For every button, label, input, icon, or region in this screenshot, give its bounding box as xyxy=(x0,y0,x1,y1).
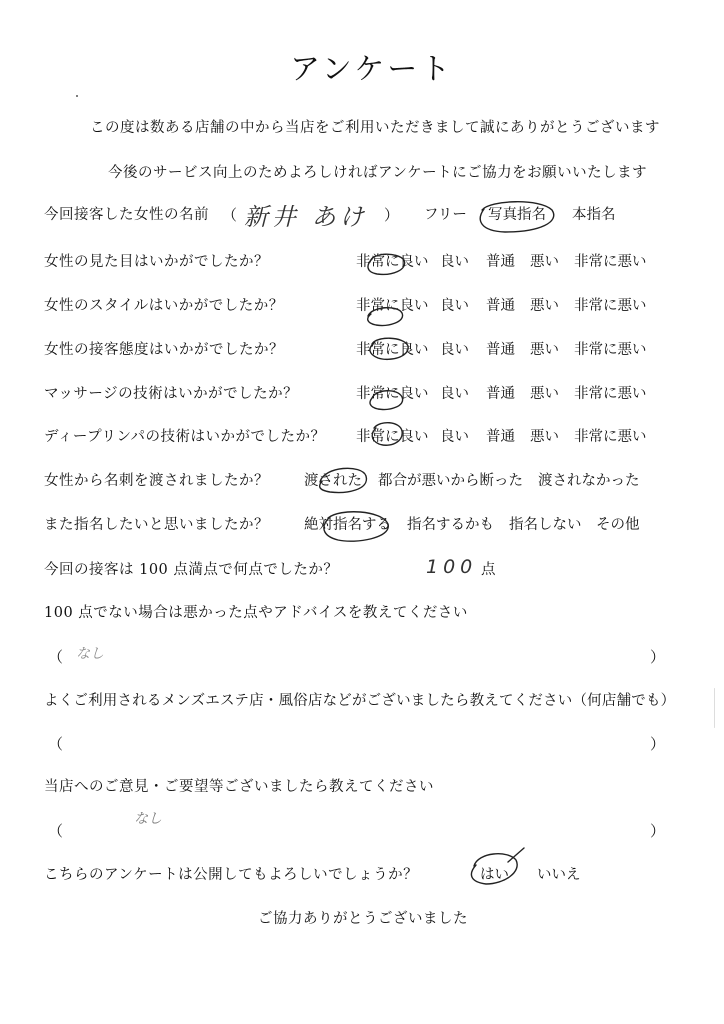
question-figure: 女性のスタイルはいかがでしたか？ xyxy=(44,298,284,314)
question-opinion: 当店へのご意見・ご要望等ございましたら教えてください xyxy=(44,779,434,795)
lymph-very-bad[interactable]: 非常に悪い xyxy=(574,429,647,445)
card-not-received[interactable]: 渡されなかった xyxy=(538,473,640,489)
massage-very-good[interactable]: 非常に良い xyxy=(356,386,429,402)
appearance-good[interactable]: 良い xyxy=(440,254,469,270)
intro-line-1: この度は数ある店舗の中から当店をご利用いただきまして誠にありがとうございます xyxy=(90,120,660,136)
scan-speck xyxy=(76,95,78,97)
card-declined[interactable]: 都合が悪いから断った xyxy=(378,473,523,489)
scan-edge xyxy=(714,688,715,728)
massage-good[interactable]: 良い xyxy=(440,386,469,402)
shops-open-paren: （ xyxy=(48,735,64,753)
lymph-bad[interactable]: 悪い xyxy=(530,429,559,445)
question-staff-name: 今回接客した女性の名前 xyxy=(44,207,209,223)
again-other[interactable]: その他 xyxy=(596,517,640,533)
lymph-average[interactable]: 普通 xyxy=(486,429,515,445)
attitude-bad[interactable]: 悪い xyxy=(530,342,559,358)
score-unit: 点 xyxy=(481,562,496,578)
question-other-shops: よくご利用されるメンズエステ店・風俗店などがございましたら教えてください（何店舗でも） xyxy=(44,693,676,709)
figure-good[interactable]: 良い xyxy=(440,298,469,314)
opinion-close-paren: ） xyxy=(650,822,666,840)
figure-very-good[interactable]: 非常に良い xyxy=(356,298,429,314)
handwritten-opinion: なし xyxy=(134,811,162,827)
massage-bad[interactable]: 悪い xyxy=(530,386,559,402)
figure-bad[interactable]: 悪い xyxy=(530,298,559,314)
again-no[interactable]: 指名しない xyxy=(509,517,582,533)
attitude-very-good[interactable]: 非常に良い xyxy=(356,342,429,358)
opinion-open-paren: （ xyxy=(48,822,64,840)
appearance-very-good[interactable]: 非常に良い xyxy=(356,254,429,270)
question-massage-skill: マッサージの技術はいかがでしたか？ xyxy=(44,386,299,402)
closing-message: ご協力ありがとうございました xyxy=(258,911,468,927)
lymph-good[interactable]: 良い xyxy=(440,429,469,445)
question-business-card: 女性から名刺を渡されましたか？ xyxy=(44,473,269,489)
question-advice: 100 点でない場合は悪かった点やアドバイスを教えてください xyxy=(44,605,468,621)
handwritten-advice: なし xyxy=(76,646,104,662)
appearance-bad[interactable]: 悪い xyxy=(530,254,559,270)
question-score: 今回の接客は 100 点満点で何点でしたか？ xyxy=(44,562,339,578)
option-regular-nomination[interactable]: 本指名 xyxy=(572,207,616,223)
option-photo-nomination[interactable]: 写真指名 xyxy=(488,207,546,223)
again-definitely[interactable]: 絶対指名する xyxy=(304,517,391,533)
name-open-paren: （ xyxy=(222,206,238,224)
figure-very-bad[interactable]: 非常に悪い xyxy=(574,298,647,314)
again-maybe[interactable]: 指名するかも xyxy=(407,517,494,533)
shops-close-paren: ） xyxy=(650,735,666,753)
page-title: アンケート xyxy=(290,52,454,87)
question-lymph-skill: ディープリンパの技術はいかがでしたか？ xyxy=(44,429,326,445)
publish-no[interactable]: いいえ xyxy=(537,867,581,883)
massage-average[interactable]: 普通 xyxy=(486,386,515,402)
attitude-good[interactable]: 良い xyxy=(440,342,469,358)
name-close-paren: ） xyxy=(384,206,400,224)
massage-very-bad[interactable]: 非常に悪い xyxy=(574,386,647,402)
publish-yes[interactable]: はい xyxy=(480,867,509,883)
handwritten-score: 100 xyxy=(426,556,478,578)
advice-close-paren: ） xyxy=(650,648,666,666)
figure-average[interactable]: 普通 xyxy=(486,298,515,314)
handwritten-staff-name: 新井 あけ xyxy=(244,203,368,231)
question-publish: こちらのアンケートは公開してもよろしいでしょうか？ xyxy=(44,867,419,883)
lymph-very-good[interactable]: 非常に良い xyxy=(356,429,429,445)
question-service-attitude: 女性の接客態度はいかがでしたか？ xyxy=(44,342,284,358)
circle-publish-yes-tail xyxy=(508,848,524,862)
question-appearance: 女性の見た目はいかがでしたか？ xyxy=(44,254,269,270)
appearance-very-bad[interactable]: 非常に悪い xyxy=(574,254,647,270)
attitude-average[interactable]: 普通 xyxy=(486,342,515,358)
attitude-very-bad[interactable]: 非常に悪い xyxy=(574,342,647,358)
card-received[interactable]: 渡された xyxy=(304,473,362,489)
option-free[interactable]: フリー xyxy=(424,207,467,223)
question-nominate-again: また指名したいと思いましたか？ xyxy=(44,517,269,533)
advice-open-paren: （ xyxy=(48,648,64,666)
intro-line-2: 今後のサービス向上のためよろしければアンケートにご協力をお願いいたします xyxy=(108,165,648,181)
appearance-average[interactable]: 普通 xyxy=(486,254,515,270)
